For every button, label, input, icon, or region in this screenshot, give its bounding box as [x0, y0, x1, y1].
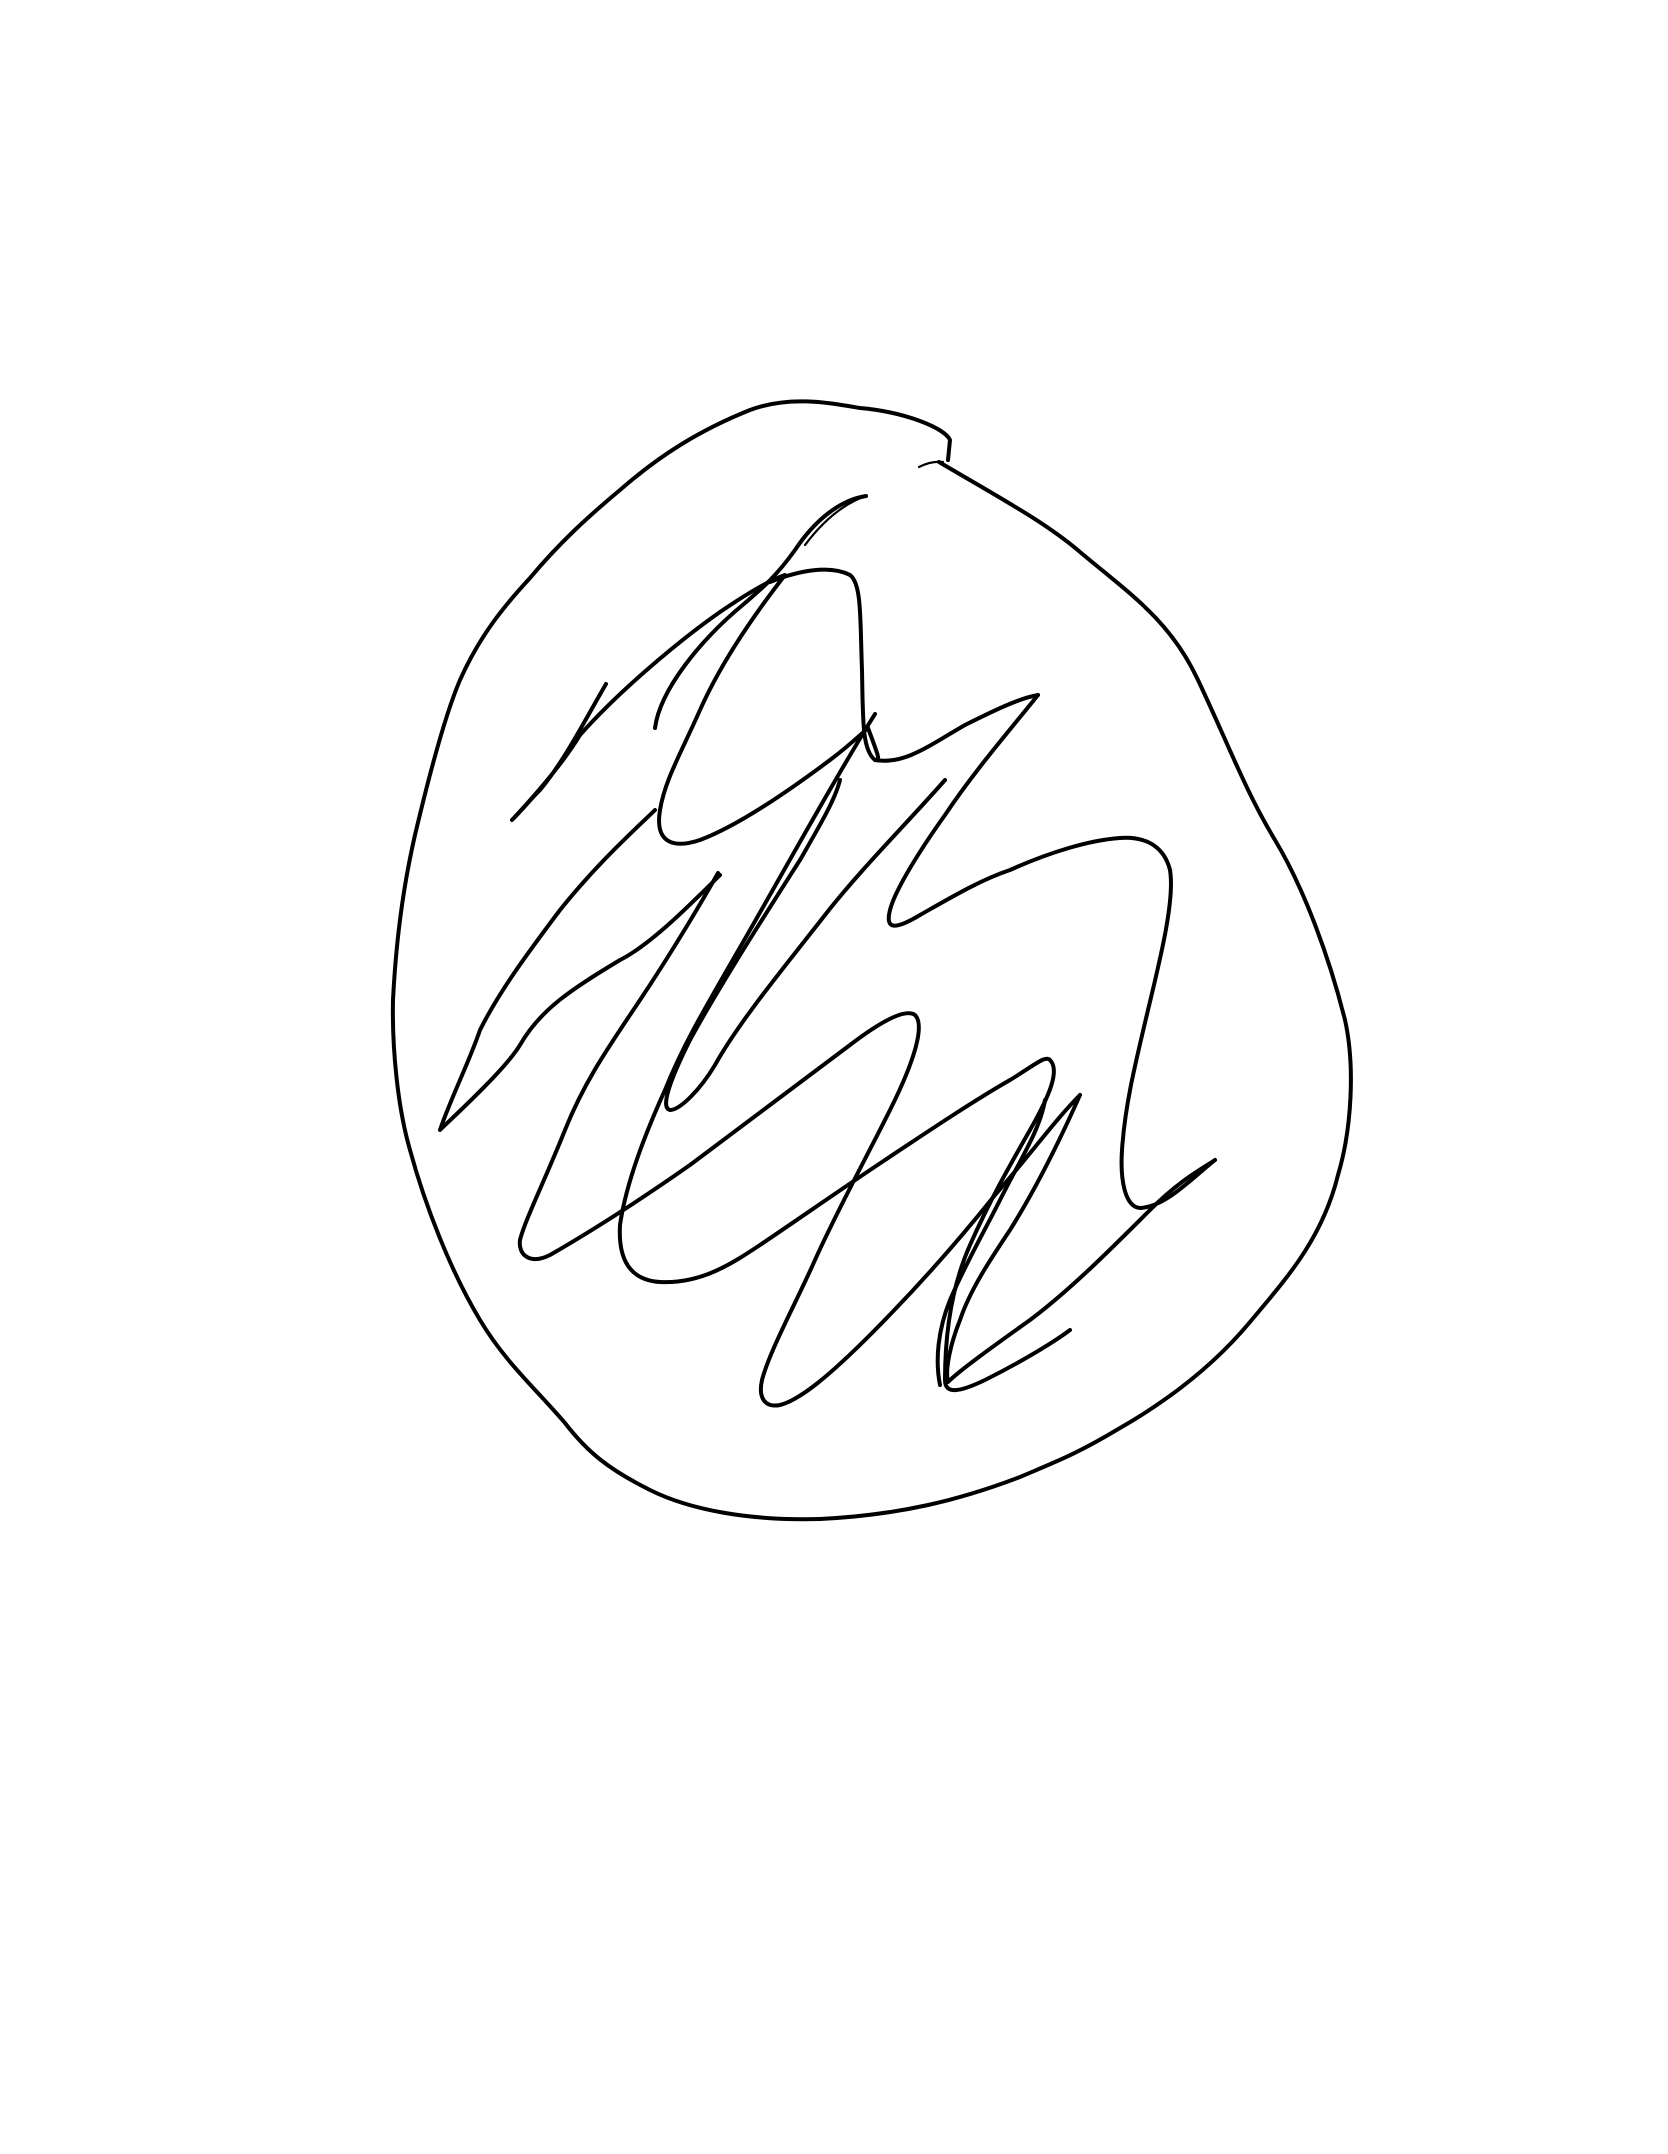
outer-loop-stroke: [393, 401, 1351, 1519]
scribble-stroke-4: [620, 714, 1070, 1390]
scribble-stroke-5: [440, 780, 945, 1130]
scribble-stroke-3: [889, 695, 1215, 1208]
scribble-stroke-1: [512, 575, 1038, 844]
scribble-stroke-6: [520, 873, 1080, 1406]
stray-thin-stroke: [805, 496, 866, 545]
scribble-stroke-2: [655, 496, 875, 760]
scribble-stroke-7: [938, 1095, 1215, 1385]
